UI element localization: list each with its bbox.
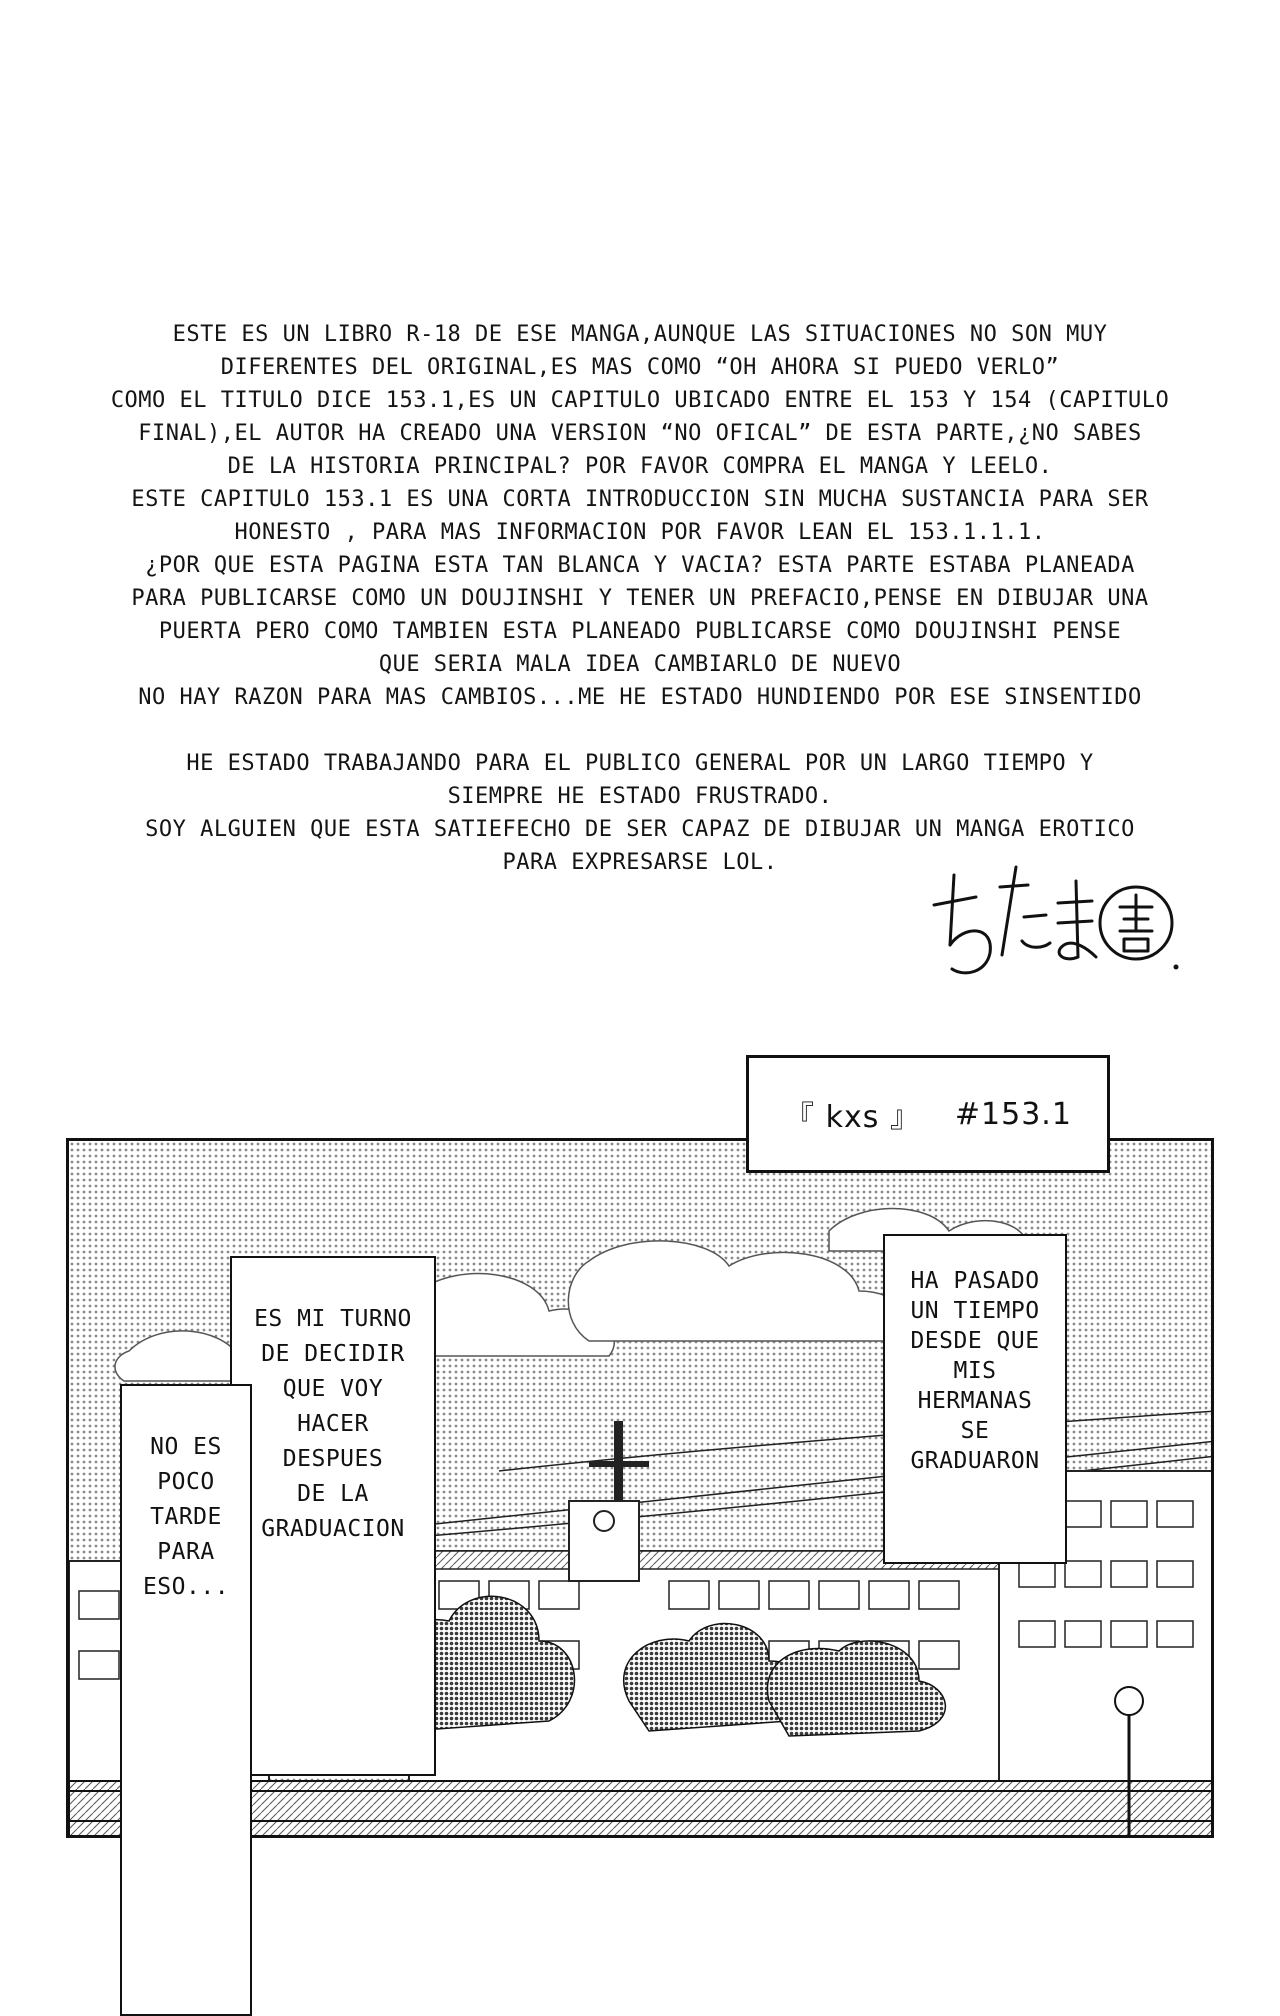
bubble-line: SE (960, 1418, 990, 1444)
bubble-line: MIS (953, 1358, 997, 1384)
bubble-line: PARA (157, 1539, 215, 1565)
bubble-line: DESDE QUE (910, 1328, 1040, 1354)
bubble-line: UN TIEMPO (910, 1298, 1040, 1324)
speech-bubble-right (883, 1234, 1067, 1564)
note-line: PARA PUBLICARSE COMO UN DOUJINSHI Y TENER UN PREFACIO,PENSE EN DIBUJAR UNA (131, 586, 1149, 611)
bubble-line: GRADUACION (261, 1516, 405, 1542)
bubble-line: HA PASADO (910, 1268, 1040, 1294)
bubble-line: POCO (157, 1469, 215, 1495)
note-line: SOY ALGUIEN QUE ESTA SATIEFECHO DE SER CAPAZ DE DIBUJAR UN MANGA EROTICO (145, 817, 1135, 842)
bubble-line: NO ES (150, 1434, 222, 1460)
bubble-line: ESO... (142, 1574, 230, 1600)
note-line: ESTE ES UN LIBRO R-18 DE ESE MANGA,AUNQUE LAS SITUACIONES NO SON MUY (172, 322, 1108, 347)
note-line: HE ESTADO TRABAJANDO PARA EL PUBLICO GENERAL POR UN LARGO TIEMPO Y (186, 751, 1094, 776)
bubble-line: TARDE (150, 1504, 222, 1530)
note-line: NO HAY RAZON PARA MAS CAMBIOS...ME HE ESTADO HUNDIENDO POR ESE SINSENTIDO (138, 685, 1142, 710)
bubble-line: GRADUARON (910, 1448, 1040, 1474)
bubble-line: DE DECIDIR (261, 1341, 405, 1367)
bubble-line: ES MI TURNO (254, 1306, 412, 1332)
note-line: COMO EL TITULO DICE 153.1,ES UN CAPITULO UBICADO ENTRE EL 153 Y 154 (CAPITULO (110, 388, 1170, 413)
note-line: FINAL),EL AUTOR HA CREADO UNA VERSION “NO OFICAL” DE ESTA PARTE,¿NO SABES (138, 421, 1142, 446)
note-line: DE LA HISTORIA PRINCIPAL? POR FAVOR COMPRA EL MANGA Y LEELO. (227, 454, 1053, 479)
author-note (60, 318, 1220, 912)
bubble-line: QUE VOY (282, 1376, 384, 1402)
speech-bubble-left (120, 1384, 252, 2016)
note-line: QUE SERIA MALA IDEA CAMBIARLO DE NUEVO (378, 652, 902, 677)
note-line: ¿POR QUE ESTA PAGINA ESTA TAN BLANCA Y VACIA? ESTA PARTE ESTABA PLANEADA (145, 553, 1135, 578)
note-line: DIFERENTES DEL ORIGINAL,ES MAS COMO “OH AHORA SI PUEDO VERLO” (220, 355, 1060, 380)
speech-bubble-middle (230, 1256, 436, 1776)
bubble-line: HERMANAS (917, 1388, 1033, 1414)
note-line: SIEMPRE HE ESTADO FRUSTRADO. (447, 784, 833, 809)
note-line: PUERTA PERO COMO TAMBIEN ESTA PLANEADO PUBLICARSE COMO DOUJINSHI PENSE (158, 619, 1122, 644)
note-line: ESTE CAPITULO 153.1 ES UNA CORTA INTRODUCCION SIN MUCHA SUSTANCIA PARA SER (131, 487, 1149, 512)
series-title: 『 kxs 』 (784, 1100, 921, 1135)
note-line: HONESTO , PARA MAS INFORMACION POR FAVOR LEAN EL 153.1.1.1. (234, 520, 1046, 545)
bubble-line: HACER (297, 1411, 369, 1437)
author-note-paragraph-1 (60, 318, 1220, 714)
chapter-number: #153.1 (954, 1096, 1072, 1132)
note-line: PARA EXPRESARSE LOL. (502, 850, 778, 875)
author-signature (924, 845, 1184, 995)
bubble-line: DE LA (297, 1481, 369, 1507)
bubble-line: DESPUES (282, 1446, 384, 1472)
chapter-title-box (746, 1055, 1110, 1173)
